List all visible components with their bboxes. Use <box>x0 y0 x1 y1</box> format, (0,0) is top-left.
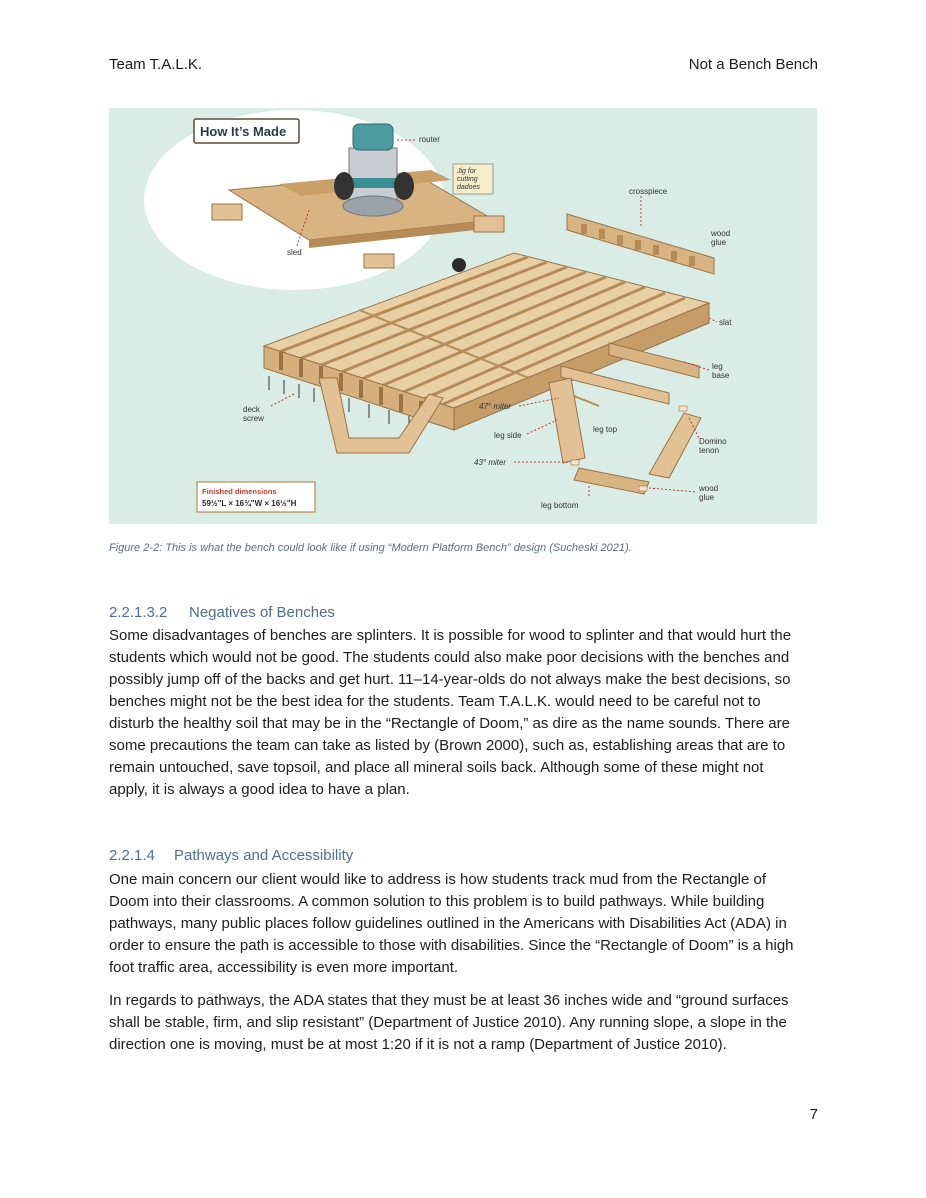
header-left: Team T.A.L.K. <box>109 56 203 73</box>
label-wood-glue-top: glue <box>711 238 727 247</box>
paragraph-pathways-2 <box>109 990 821 1056</box>
text-line: pathways, many public places follow guidelines outlined in the Americans with Disabilities Act (ADA) in <box>109 915 787 932</box>
sled-runner-left <box>212 204 242 220</box>
label-leg-side: leg side <box>494 431 522 440</box>
label-sled: sled <box>287 248 302 257</box>
svg-text:deck: deck <box>243 405 260 414</box>
text-line: In regards to pathways, the ADA states that they must be at least 36 inches wide and “ground surfaces <box>109 992 789 1009</box>
paragraph-negatives <box>109 625 821 801</box>
dimensions-title: Finished dimensions <box>202 487 277 496</box>
bench-illustration <box>109 108 817 524</box>
svg-text:wood: wood <box>699 484 719 493</box>
label-wood-glue-bottom: glue <box>699 493 715 502</box>
svg-text:cutting: cutting <box>457 176 478 183</box>
section-title: Pathways and Accessibility <box>174 847 354 864</box>
bench-figure <box>109 108 817 524</box>
text-line: students which would not be good. The students could also make poor decisions with the benches and <box>109 649 790 666</box>
leg-base <box>609 343 699 378</box>
knob <box>452 258 466 272</box>
figure-caption: Figure 2-2: This is what the bench could look like if using “Modern Platform Bench” design (Sucheski 2021). <box>109 542 632 554</box>
text-line: possibly jump off of the backs and get hurt. 11–14-year-olds do not always make the best decisions, so <box>109 671 791 688</box>
section-title: Negatives of Benches <box>189 604 335 621</box>
svg-text:Jig for: Jig for <box>457 168 477 175</box>
text-line: disturb the healthy soil that may be in the “Rectangle of Doom,” as dire as the name sounds. There are <box>109 715 790 732</box>
text-line: order to ensure the path is accessible to those with disabilities. Since the “Rectangle of Doom” is a high <box>109 937 794 954</box>
leg-side-left <box>549 378 585 463</box>
section-number: 2.2.1.4 <box>109 847 155 864</box>
section-number: 2.2.1.3.2 <box>109 604 168 621</box>
leg-side-right <box>649 413 701 478</box>
svg-text:dadoes: dadoes <box>457 184 480 191</box>
text-line: remain untouched, save topsoil, and place all mineral soils back. Although some of these might not <box>109 759 764 776</box>
label-leg-top: leg top <box>593 425 618 434</box>
label-miter-43: 43° miter <box>474 458 507 467</box>
label-crosspiece: crosspiece <box>629 187 668 196</box>
page-number: 7 <box>809 1106 818 1123</box>
label-slat: slat <box>719 318 732 327</box>
svg-text:Domino: Domino <box>699 437 727 446</box>
label-domino-tenon: tenon <box>699 446 720 455</box>
router-handle-left <box>334 172 354 200</box>
section-heading-pathways <box>109 847 353 864</box>
label-router: router <box>419 135 440 144</box>
router-motor <box>353 124 393 150</box>
router-handle-right <box>394 172 414 200</box>
leg-bottom <box>574 468 649 494</box>
label-leg-base: base <box>712 371 730 380</box>
label-leg-bottom: leg bottom <box>541 501 579 510</box>
text-line: One main concern our client would like to address is how students track mud from the Rectangle of <box>109 871 766 888</box>
text-line: Doom into their classrooms. A common solution to this problem is to build pathways. While building <box>109 893 765 910</box>
section-heading-negatives <box>109 604 335 621</box>
svg-text:leg: leg <box>712 362 723 371</box>
text-line: apply, it is always a good idea to have a plan. <box>109 781 410 798</box>
text-line: benches might not be the best idea for the students. Team T.A.L.K. would need to be careful not to <box>109 693 761 710</box>
badge-text: How It’s Made <box>200 124 287 139</box>
dimensions-value: 59½"L × 16¾"W × 16½"H <box>202 499 297 508</box>
text-line: direction one is moving, must be at most 1:20 if it is not a ramp (Department of Justice 2010). <box>109 1036 727 1053</box>
sled-runner-right <box>474 216 504 232</box>
text-line: foot traffic area, accessibility is even more important. <box>109 959 459 976</box>
paragraph-pathways-1 <box>109 869 821 979</box>
router-body <box>349 148 397 203</box>
label-miter-47: 47° miter <box>479 402 512 411</box>
text-line: shall be stable, firm, and slip resistant” (Department of Justice 2010). Any running slope, a slope in the <box>109 1014 787 1031</box>
header-right: Not a Bench Bench <box>688 56 818 73</box>
svg-text:wood: wood <box>711 229 731 238</box>
text-line: some precautions the team can take as listed by (Brown 2000), such as, establishing areas that are to <box>109 737 786 754</box>
label-deck-screw: screw <box>243 414 264 423</box>
text-line: Some disadvantages of benches are splinters. It is possible for wood to splinter and that would hurt the <box>109 627 792 644</box>
